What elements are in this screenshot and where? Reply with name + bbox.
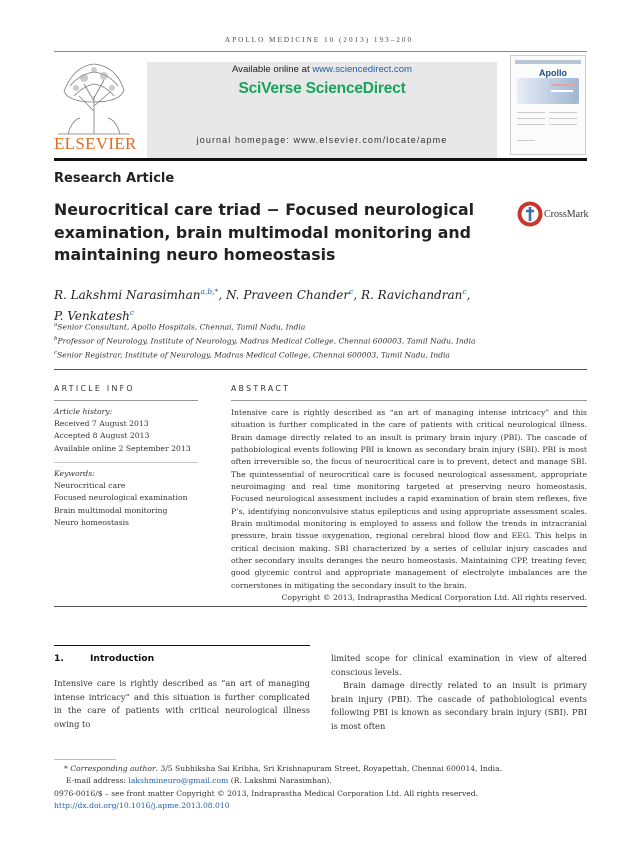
crossmark-label[interactable]: CrossMark [544,209,589,220]
author-affiliation-marker[interactable]: c [129,308,135,317]
affiliation-b [54,336,594,346]
intro-paragraph: Brain damage directly related to an insult is primary brain injury (PBI). The cascade of pathobiological events following PBI is known as secondary brain injury (SBI). PBI is most often [331,680,587,731]
article-info-heading: ARTICLE INFO [54,384,135,393]
header-thick-rule [54,158,587,161]
affiliation-rule [54,369,587,370]
article-title: Neurocritical care triad − Focused neurological examination, brain multimodal monitoring and maintaining neuro homeostasis [54,200,475,264]
affiliation-text: Professor of Neurology, Institute of Neurology, Madras Medical College, Chennai 600003, Tamil Nadu, India [57,336,476,346]
keywords-label: Keywords: [54,469,95,478]
email-suffix: (R. Lakshmi Narasimhan). [228,776,332,786]
abstract-copyright: Copyright © 2013, Indraprastha Medical Corporation Ltd. All rights reserved. [281,593,587,603]
elsevier-wordmark: ELSEVIER [54,134,137,153]
affiliation-marker: a [54,322,58,328]
keywords-rule [54,462,198,463]
email-label: E-mail address: [66,776,129,786]
keyword-list [54,480,188,529]
affiliation-a [54,322,594,332]
history-item: Available online 2 September 2013 [54,443,191,453]
author-name: P. Venkatesh [54,309,130,323]
keyword-item: Neuro homeostasis [54,517,129,527]
corresponding-author-note: * Corresponding author. 3/5 Subhiksha Sai Kribha, Sri Krishnapuram Street, Royapettah, Chennai 600014, India. [64,764,503,773]
article-type: Research Article [54,171,175,186]
author-affiliation-marker[interactable]: a,b,* [200,287,219,296]
author-name: N. Praveen Chander [225,288,350,302]
crossmark-icon[interactable] [517,201,543,227]
elsevier-tree-logo [54,56,134,136]
sciencedirect-link[interactable]: www.sciencedirect.com [312,64,413,75]
footnote-rule [54,759,116,760]
journal-homepage[interactable]: journal homepage: www.elsevier.com/locate/apme [196,135,448,145]
history-item: Accepted 8 August 2013 [54,431,150,441]
intro-left-column [54,677,310,731]
article-info-rule [54,400,198,401]
affiliation-marker: c [54,350,58,356]
keyword-item: Neurocritical care [54,481,126,490]
affiliation-text: Senior Registrar, Institute of Neurology, Madras Medical College, Chennai 600003, Tamil Nadu, India [57,350,450,360]
intro-paragraph: Intensive care is rightly described as “an art of managing intense intricacy” and this situation is further complicated in the care of patients with critical neurological illness owing to [54,678,310,729]
affiliation-c [54,350,594,360]
author-name: R. Ravichandran [360,288,463,302]
intro-heading [54,653,154,664]
cover-title: Apollo [539,68,567,78]
author-affiliation-marker[interactable]: c [462,287,467,296]
affiliation-text: Senior Consultant, Apollo Hospitals, Chennai, Tamil Nadu, India [57,322,306,332]
keyword-item: Focused neurological examination [54,493,188,503]
corresponding-label: Corresponding author [70,764,156,773]
history-list [54,418,191,455]
header-rule [54,51,587,52]
issn-line: 0976-0016/$ – see front matter Copyright © 2013, Indraprastha Medical Corporation Ltd. All rights reserved. [54,788,479,798]
email-link[interactable]: lakshmineuro@gmail.com [128,776,229,786]
keyword-item: Brain multimodal monitoring [54,505,168,515]
abstract-bottom-rule [54,606,587,607]
history-label: Article history: [54,407,113,416]
corresponding-text: . 3/5 Subhiksha Sai Kribha, Sri Krishnapuram Street, Royapettah, Chennai 600014, India. [155,764,503,773]
intro-paragraph: limited scope for clinical examination in view of altered conscious levels. [331,653,587,677]
author-list: R. Lakshmi Narasimhan$^{a,b,*}$, N. Praveen Chander$^c$, R. Ravichandran$^c$, P. Venkatesh$^c$ [54,287,471,323]
intro-number: 1. [54,653,64,664]
abstract-rule [231,400,587,401]
intro-top-rule [54,645,310,646]
journal-running-header: APOLLO MEDICINE 10 (2013) 193–200 [224,36,414,44]
journal-cover-thumbnail [510,55,586,155]
author-name: R. Lakshmi Narasimhan [54,288,201,302]
sciverse-brand: SciVerse ScienceDirect [238,80,406,97]
abstract-body [231,407,587,605]
available-online-line [147,64,497,75]
doi-link[interactable]: http://dx.doi.org/10.1016/j.apme.2013.08.010 [54,800,230,810]
available-prefix: Available online at [231,64,313,75]
abstract-heading: ABSTRACT [231,384,291,393]
affiliation-marker: b [54,336,58,342]
intro-right-column [331,652,587,734]
abstract-text: Intensive care is rightly described as “an art of managing intense intricacy” and this situation is further complicated in the care of patients with critical neurological illness. Brain damage directly related to an insult is primary brain injury (PBI). The cascade of pathobiological events following PBI is known as secondary brain injury (SBI). PBI is most often irreversible so, the focus of neurocritical care is to prevent, detect and manage SBI. The quintessential of neurocritical care is focused neurological assessment, appropriate neuroimaging and real time monitoring targeted at preserving neuro homeostasis. Focused neurological assessment includes a rapid examination of brain stem reflexes, five P’s, identifying nonconvulsive status epilepticus and using appropriate assessment scales. Brain multimodal monitoring is employed to assess and follow the trends in intracranial pressure, brain tissue oxygenation, regional cerebral blood flow and EEG. This helps in critical decision making. SBI characterized by a series of cellular injury cascades and other secondary insults deranges the neuro homeostasis. Maintaining CPP, treating fever, good glycemic control and appropriate management of electrolyte imbalances are the cornerstones in mitigating the secondary insult to the brain. [231,408,587,590]
history-item: Received 7 August 2013 [54,419,149,428]
intro-title: Introduction [90,653,155,664]
email-note [54,775,587,787]
footnotes [54,763,587,812]
author-affiliation-marker[interactable]: c [349,287,354,296]
